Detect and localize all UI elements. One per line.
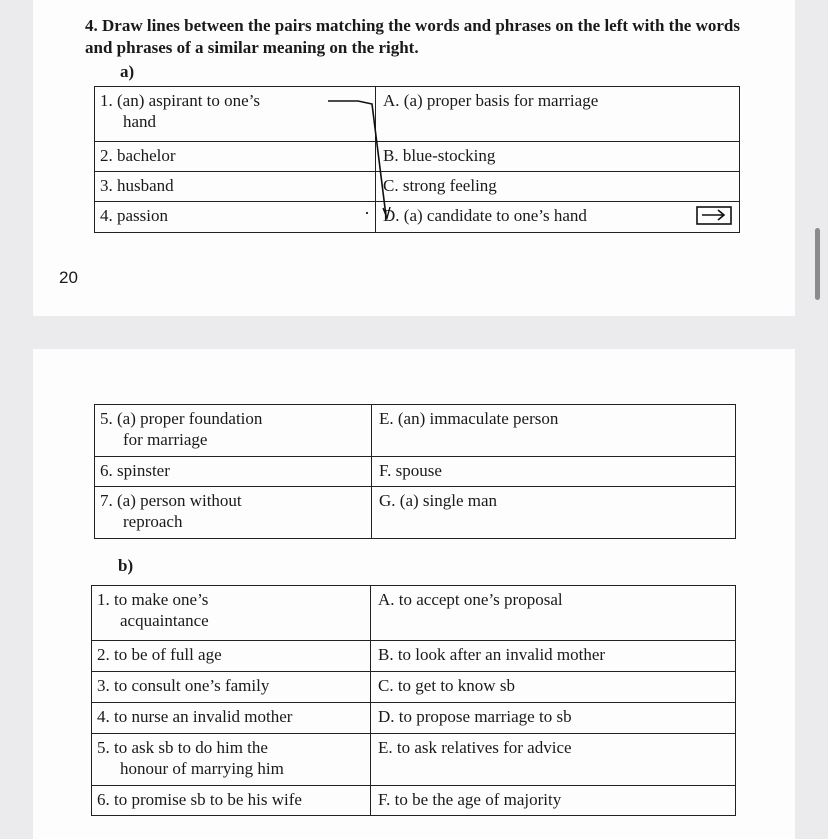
left-item: 1. (an) aspirant to one’s hand	[95, 87, 376, 142]
section-a-label: a)	[120, 62, 135, 81]
table-row	[92, 734, 736, 786]
right-item: C. strong feeling	[376, 172, 740, 202]
left-item: 4. to nurse an invalid mother	[92, 703, 371, 734]
section-b-label: b)	[118, 556, 134, 575]
left-item: 3. to consult one’s family	[92, 672, 371, 703]
table-row	[95, 142, 740, 172]
right-item: A. to accept one’s proposal	[371, 586, 736, 641]
right-item: B. blue-stocking	[376, 142, 740, 172]
left-item: 6. spinster	[95, 457, 372, 487]
right-item: E. (an) immaculate person	[372, 405, 736, 457]
right-item: G. (a) single man	[372, 487, 736, 539]
left-item: 2. to be of full age	[92, 641, 371, 672]
table-row	[95, 487, 736, 539]
table-row	[95, 202, 740, 233]
table-row	[95, 457, 736, 487]
left-item: 6. to promise sb to be his wife	[92, 786, 371, 816]
table-row	[92, 672, 736, 703]
table-row	[92, 703, 736, 734]
left-item: 2. bachelor	[95, 142, 376, 172]
matching-table-a-bottom	[94, 404, 736, 539]
right-item: B. to look after an invalid mother	[371, 641, 736, 672]
table-row	[95, 172, 740, 202]
right-item: E. to ask relatives for advice	[371, 734, 736, 786]
scrollbar-thumb[interactable]	[815, 228, 820, 300]
right-item: A. (a) proper basis for marriage	[376, 87, 740, 142]
right-item: D. (a) candidate to one’s hand	[376, 202, 740, 233]
right-item: F. to be the age of majority	[371, 786, 736, 816]
left-item: 5. to ask sb to do him the honour of marrying him	[92, 734, 371, 786]
table-row	[95, 87, 740, 142]
exercise-title: 4. Draw lines between the pairs matching the words and phrases on the left with the words and phrases of a similar meaning on the right.	[85, 16, 740, 57]
right-item: F. spouse	[372, 457, 736, 487]
table-row	[92, 586, 736, 641]
page-number: 20	[59, 268, 78, 287]
right-item: C. to get to know sb	[371, 672, 736, 703]
right-item: D. to propose marriage to sb	[371, 703, 736, 734]
left-item: 4. passion	[95, 202, 376, 233]
table-row	[95, 405, 736, 457]
table-row	[92, 641, 736, 672]
left-item: 5. (a) proper foundation for marriage	[95, 405, 372, 457]
left-item: 1. to make one’s acquaintance	[92, 586, 371, 641]
table-row	[92, 786, 736, 816]
matching-table-a-top	[94, 86, 740, 233]
matching-table-b	[91, 585, 736, 816]
left-item: 3. husband	[95, 172, 376, 202]
left-item: 7. (a) person without reproach	[95, 487, 372, 539]
